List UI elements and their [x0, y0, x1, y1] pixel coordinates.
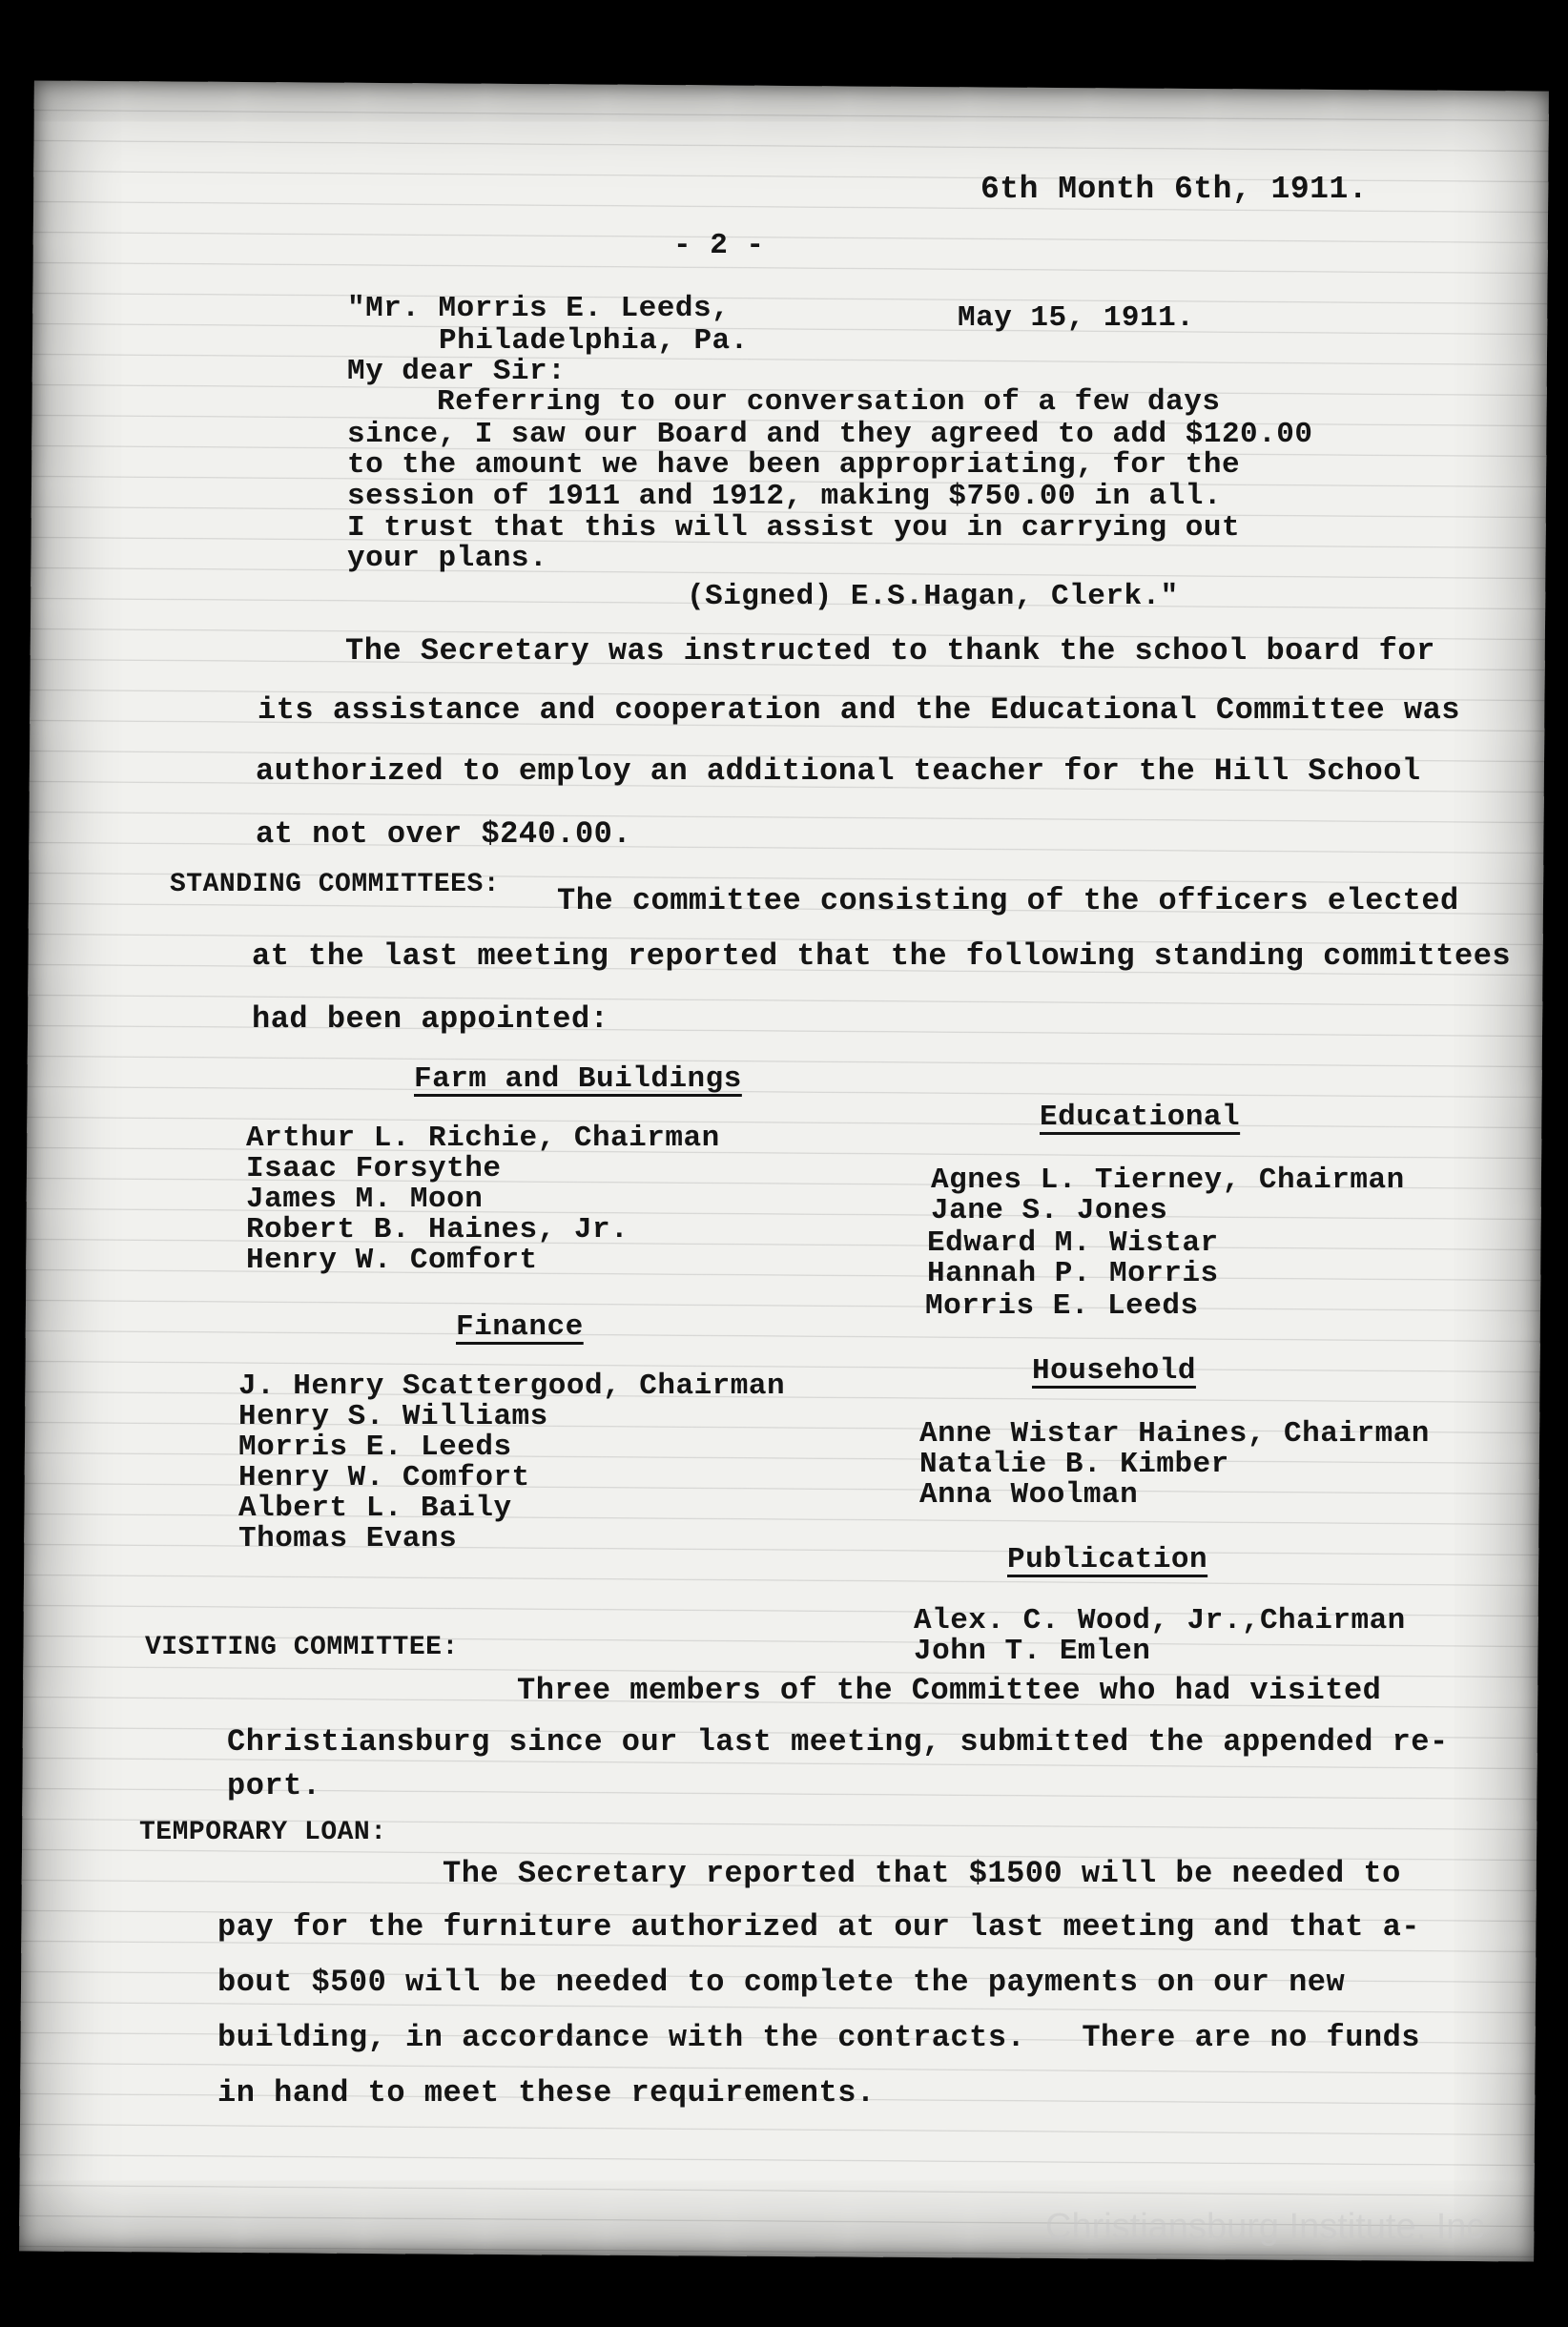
letter-body-line: your plans. — [347, 542, 548, 575]
committee-member: Edward M. Wistar — [927, 1226, 1219, 1260]
standing-committees-line: The committee consisting of the officers elected — [557, 883, 1459, 918]
committee-title-finance: Finance — [456, 1310, 584, 1344]
paragraph-line: The Secretary was instructed to thank the school board for — [345, 633, 1435, 669]
committee-member: Albert L. Baily — [238, 1492, 512, 1525]
temporary-loan-line: pay for the furniture authorized at our last meeting and that a- — [217, 1909, 1420, 1945]
standing-committees-line: at the last meeting reported that the following standing committees — [252, 938, 1512, 974]
committee-member: Agnes L. Tierney, Chairman — [931, 1164, 1405, 1197]
committee-title-household: Household — [1032, 1354, 1196, 1388]
addressee-line: "Mr. Morris E. Leeds, — [347, 292, 731, 325]
page-number: - 2 - — [673, 229, 765, 262]
committee-member: Morris E. Leeds — [238, 1431, 512, 1464]
letter-body-line: since, I saw our Board and they agreed to add $120.00 — [347, 418, 1313, 451]
letter-body-line: to the amount we have been appropriating, for the — [347, 448, 1241, 482]
committee-member: Anne Wistar Haines, Chairman — [919, 1417, 1430, 1451]
committee-member: Arthur L. Richie, Chairman — [246, 1122, 720, 1155]
committee-member: Henry W. Comfort — [246, 1244, 538, 1277]
standing-committees-heading: STANDING COMMITTEES: — [170, 870, 501, 899]
temporary-loan-heading: TEMPORARY LOAN: — [139, 1818, 387, 1847]
committee-title-publication: Publication — [1007, 1543, 1208, 1576]
visiting-committee-line: port. — [227, 1768, 321, 1803]
letter-body-line: session of 1911 and 1912, making $750.00 in all. — [347, 480, 1222, 513]
paragraph-line: at not over $240.00. — [256, 816, 632, 852]
committee-member: Robert B. Haines, Jr. — [246, 1213, 629, 1246]
committee-member: Henry S. Williams — [238, 1400, 548, 1433]
visiting-committee-line: Three members of the Committee who had visited — [517, 1673, 1382, 1708]
addressee-city: Philadelphia, Pa. — [439, 324, 749, 358]
committee-title-farm: Farm and Buildings — [414, 1062, 742, 1096]
committee-member: James M. Moon — [246, 1183, 484, 1216]
committee-member: Hannah P. Morris — [927, 1257, 1219, 1290]
committee-member: Anna Woolman — [919, 1478, 1139, 1512]
letter-body-line: I trust that this will assist you in carrying out — [347, 511, 1241, 545]
paragraph-line: its assistance and cooperation and the Educational Committee was — [258, 692, 1460, 728]
salutation: My dear Sir: — [347, 355, 567, 388]
paragraph-line: authorized to employ an additional teacher for the Hill School — [256, 753, 1421, 789]
committee-title-educational: Educational — [1040, 1101, 1241, 1134]
committee-member: Morris E. Leeds — [925, 1289, 1199, 1323]
letter-body-line: Referring to our conversation of a few days — [437, 385, 1221, 419]
letter-date: May 15, 1911. — [958, 301, 1195, 335]
committee-member: Henry W. Comfort — [238, 1461, 530, 1494]
temporary-loan-line: building, in accordance with the contracts. There are no funds — [217, 2020, 1420, 2055]
visiting-committee-line: Christiansburg since our last meeting, submitted the appended re- — [227, 1724, 1449, 1760]
standing-committees-line: had been appointed: — [252, 1001, 609, 1037]
committee-member: Natalie B. Kimber — [919, 1448, 1229, 1481]
committee-member: Isaac Forsythe — [246, 1152, 502, 1185]
temporary-loan-line: in hand to meet these requirements. — [217, 2075, 876, 2111]
committee-member: J. Henry Scattergood, Chairman — [238, 1369, 786, 1403]
document-date: 6th Month 6th, 1911. — [980, 172, 1369, 207]
temporary-loan-line: bout $500 will be needed to complete the payments on our new — [217, 1965, 1346, 2000]
temporary-loan-line: The Secretary reported that $1500 will be needed to — [443, 1856, 1401, 1891]
watermark-text: Christiansburg Institute, Inc — [1045, 2207, 1485, 2247]
letter-signature: (Signed) E.S.Hagan, Clerk." — [687, 580, 1179, 613]
committee-member: Thomas Evans — [238, 1522, 458, 1555]
committee-member: Jane S. Jones — [931, 1194, 1168, 1227]
visiting-committee-heading: VISITING COMMITTEE: — [145, 1633, 459, 1662]
committee-member: Alex. C. Wood, Jr.,Chairman — [914, 1604, 1406, 1637]
committee-member: John T. Emlen — [914, 1635, 1151, 1668]
